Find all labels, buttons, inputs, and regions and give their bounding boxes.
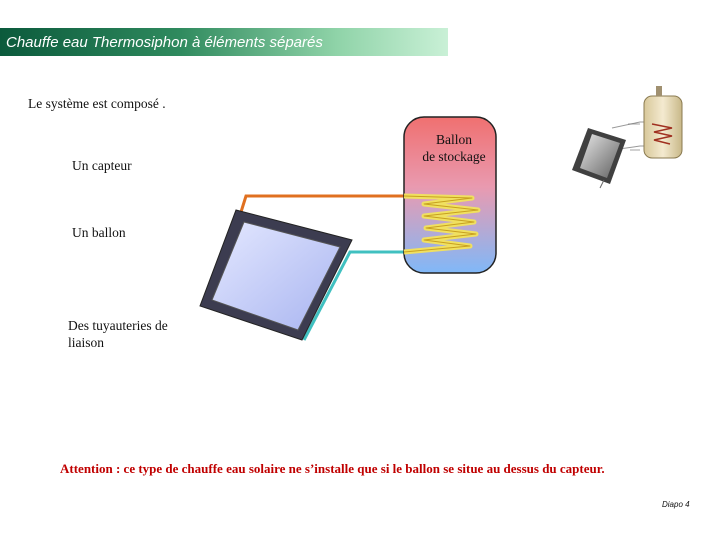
- component-pipes-line1: Des tuyauteries de: [68, 318, 168, 333]
- tank-label-line2: de stockage: [422, 148, 486, 164]
- tank-label: [404, 132, 504, 166]
- component-tank-label: Un ballon: [72, 225, 126, 240]
- slide-title: Chauffe eau Thermosiphon à éléments séparés: [6, 34, 323, 51]
- thumbnail-diagram: [572, 84, 706, 188]
- component-collector-label: Un capteur: [72, 158, 132, 173]
- component-pipes-line2: liaison: [68, 334, 104, 350]
- slide-number: Diapo 4: [662, 500, 690, 509]
- attention-note: Attention : ce type de chauffe eau solaire ne s’installe que si le ballon se situe au dessus du capteur.: [60, 461, 605, 476]
- tank-label-line1: Ballon: [436, 132, 472, 147]
- intro-text: Le système est composé .: [28, 96, 166, 111]
